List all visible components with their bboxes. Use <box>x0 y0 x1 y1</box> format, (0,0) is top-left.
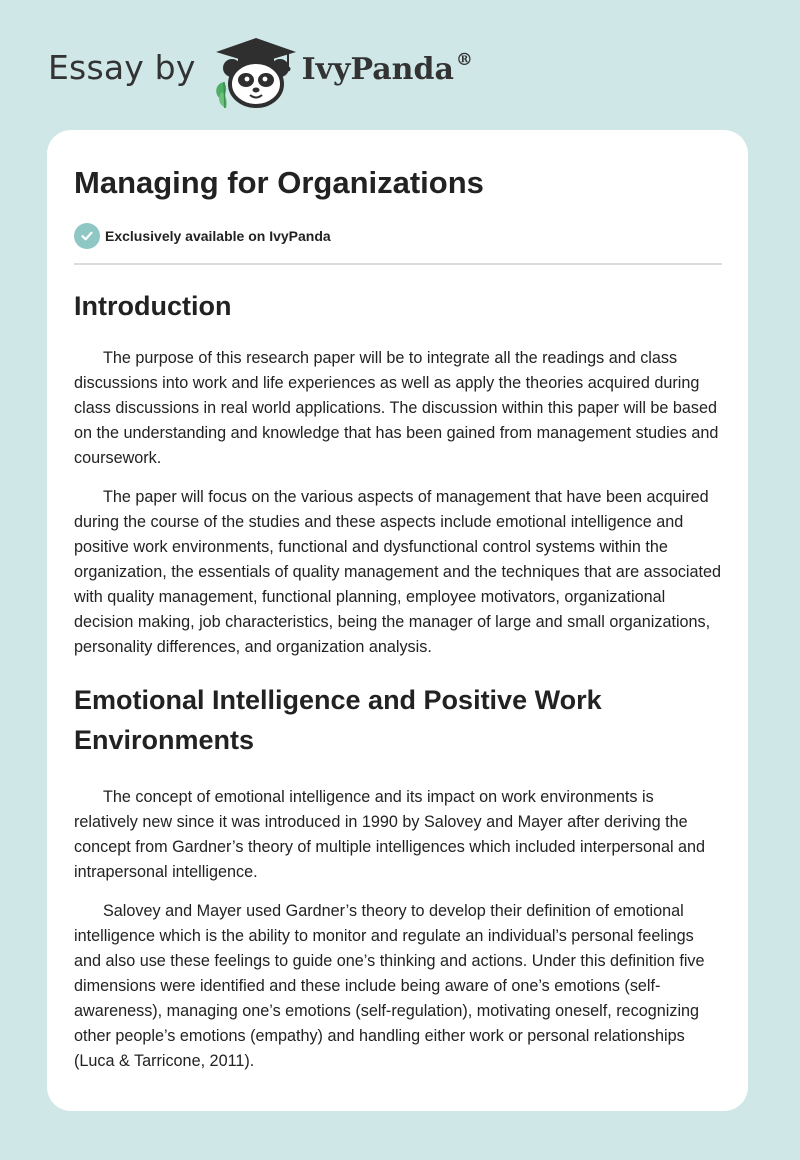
essay-card <box>47 130 748 1111</box>
brand-name[interactable]: IvyPanda ® <box>301 49 473 87</box>
section-heading-introduction: Introduction <box>74 291 232 321</box>
paragraph: The paper will focus on the various aspects of management that have been acquired during the course of the studies and these aspects include emotional intelligence and positive work environments, functional and dysfunctional control systems within the organization, the essentials of quality management and the techniques that are associated with quality management, functional planning, employee motivators, organizational decision making, job characteristics, being the manager of large and small organizations, personality differences, and organization analysis. <box>74 488 722 656</box>
site-header <box>48 34 473 110</box>
paragraph: Salovey and Mayer used Gardner’s theory to develop their definition of emotional intelligence which is the ability to monitor and regulate an individual’s personal feelings and also use these feelings to guide one’s thinking and actions. Under this definition five dimensions were identified and these include being aware of one’s emotions (self-awareness), managing one’s emotions (self-regulation), motivating oneself, recognizing other people’s emotions (empathy) and handling either work or personal relationships (Luca & Tarricone, 2011). <box>74 902 705 1070</box>
paragraph: The concept of emotional intelligence and its impact on work environments is relatively new since it was introduced in 1990 by Salovey and Mayer after deriving the concept from Gardner’s theory of multiple intelligences which included interpersonal and intrapersonal intelligence. <box>74 788 706 881</box>
paragraph: The purpose of this research paper will be to integrate all the readings and class discussions into work and life experiences as well as apply the theories acquired during class discussions in real world applications. The discussion within this paper will be based on the understanding and knowledge that has been gained from management studies and coursework. <box>74 349 719 467</box>
ivypanda-logo-icon[interactable] <box>210 34 300 110</box>
check-icon <box>74 223 100 249</box>
exclusive-badge <box>74 223 722 249</box>
title-divider <box>74 263 722 265</box>
essay-by-label: Essay by <box>48 47 196 87</box>
exclusive-label: Exclusively available on IvyPanda <box>105 228 331 244</box>
section-heading-emotional-intelligence: Emotional Intelligence and Positive Work Environments <box>74 685 602 755</box>
page-title: Managing for Organizations <box>74 165 484 200</box>
